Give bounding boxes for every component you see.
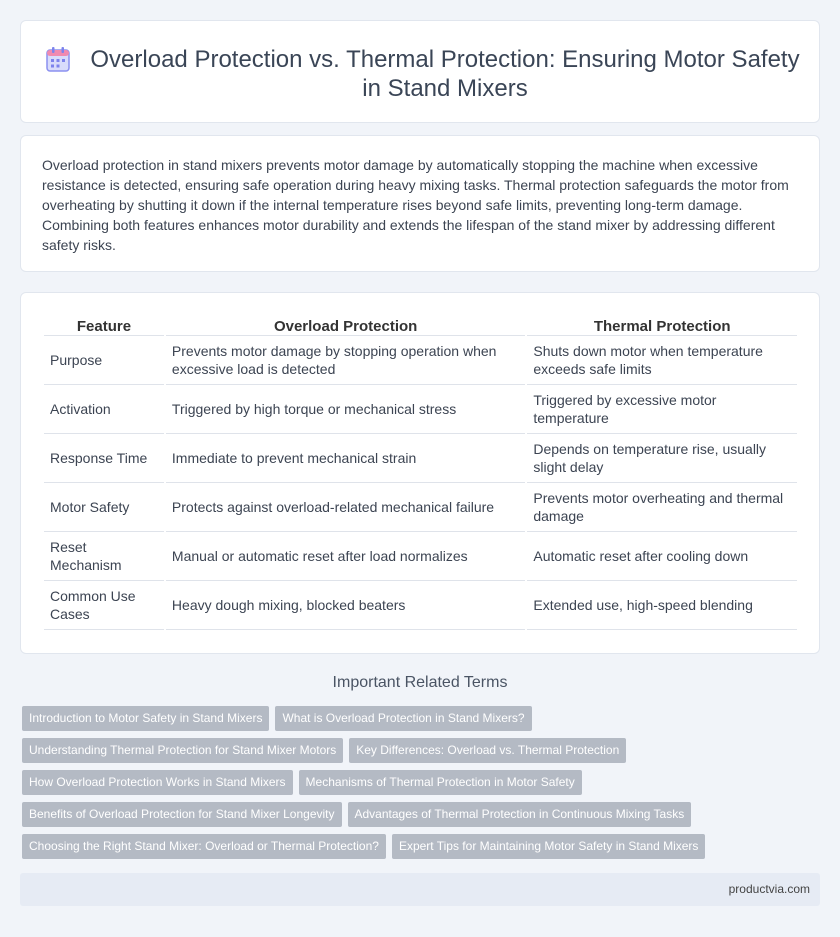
row-feature: Motor Safety (44, 483, 164, 532)
tag-row (22, 738, 822, 763)
calendar-icon (46, 46, 70, 72)
related-term-link[interactable]: Key Differences: Overload vs. Thermal Protection (349, 738, 626, 763)
row-feature: Common Use Cases (44, 581, 164, 630)
header-overload: Overload Protection (166, 314, 525, 336)
row-feature: Purpose (44, 336, 164, 385)
row-thermal: Triggered by excessive motor temperature (527, 385, 797, 434)
comparison-card (20, 292, 820, 654)
header-thermal: Thermal Protection (527, 314, 797, 336)
related-terms-title: Important Related Terms (332, 674, 508, 691)
footer (20, 873, 820, 906)
table-row (44, 532, 797, 581)
table-row (44, 385, 797, 434)
related-term-link[interactable]: Expert Tips for Maintaining Motor Safety in Stand Mixers (392, 834, 705, 859)
row-feature: Activation (44, 385, 164, 434)
row-overload: Triggered by high torque or mechanical stress (166, 385, 525, 434)
row-thermal: Shuts down motor when temperature exceeds safe limits (527, 336, 797, 385)
row-thermal: Prevents motor overheating and thermal damage (527, 483, 797, 532)
row-overload: Prevents motor damage by stopping operation when excessive load is detected (166, 336, 525, 385)
table-row (44, 581, 797, 630)
row-overload: Immediate to prevent mechanical strain (166, 434, 525, 483)
related-term-link[interactable]: Benefits of Overload Protection for Stand Mixer Longevity (22, 802, 342, 827)
related-term-link[interactable]: Choosing the Right Stand Mixer: Overload or Thermal Protection? (22, 834, 386, 859)
intro-paragraph: Overload protection in stand mixers prevents motor damage by automatically stopping the machine when excessive resistance is detected, ensuring safe operation during heavy mixing tasks. Thermal protection safeguards the motor from overheating by shutting it down if the internal temperature rises beyond safe limits, preventing long-term damage. Combining both features enhances motor durability and extends the lifespan of the stand mixer by addressing different safety risks. (42, 157, 789, 253)
row-overload: Manual or automatic reset after load normalizes (166, 532, 525, 581)
footer-site-link[interactable]: productvia.com (728, 882, 810, 896)
row-overload: Protects against overload-related mechanical failure (166, 483, 525, 532)
related-term-link[interactable]: Understanding Thermal Protection for Stand Mixer Motors (22, 738, 343, 763)
related-term-link[interactable]: Mechanisms of Thermal Protection in Motor Safety (299, 770, 582, 795)
tag-row (22, 706, 822, 731)
page-title: Overload Protection vs. Thermal Protection: Ensuring Motor Safety in Stand Mixers (90, 46, 800, 102)
row-feature: Reset Mechanism (44, 532, 164, 581)
tag-row (22, 834, 822, 859)
related-term-link[interactable]: Advantages of Thermal Protection in Continuous Mixing Tasks (348, 802, 692, 827)
table-row (44, 434, 797, 483)
row-thermal: Automatic reset after cooling down (527, 532, 797, 581)
tag-row (22, 802, 822, 827)
header-card (20, 20, 820, 123)
related-term-link[interactable]: How Overload Protection Works in Stand Mixers (22, 770, 293, 795)
comparison-table (42, 314, 799, 630)
table-header-row (44, 314, 797, 336)
intro-card (20, 135, 820, 272)
row-thermal: Depends on temperature rise, usually slight delay (527, 434, 797, 483)
row-feature: Response Time (44, 434, 164, 483)
related-terms-list (22, 706, 822, 866)
row-thermal: Extended use, high-speed blending (527, 581, 797, 630)
table-row (44, 336, 797, 385)
header-feature: Feature (44, 314, 164, 336)
row-overload: Heavy dough mixing, blocked beaters (166, 581, 525, 630)
tag-row (22, 770, 822, 795)
table-row (44, 483, 797, 532)
related-term-link[interactable]: Introduction to Motor Safety in Stand Mixers (22, 706, 269, 731)
related-term-link[interactable]: What is Overload Protection in Stand Mixers? (275, 706, 531, 731)
